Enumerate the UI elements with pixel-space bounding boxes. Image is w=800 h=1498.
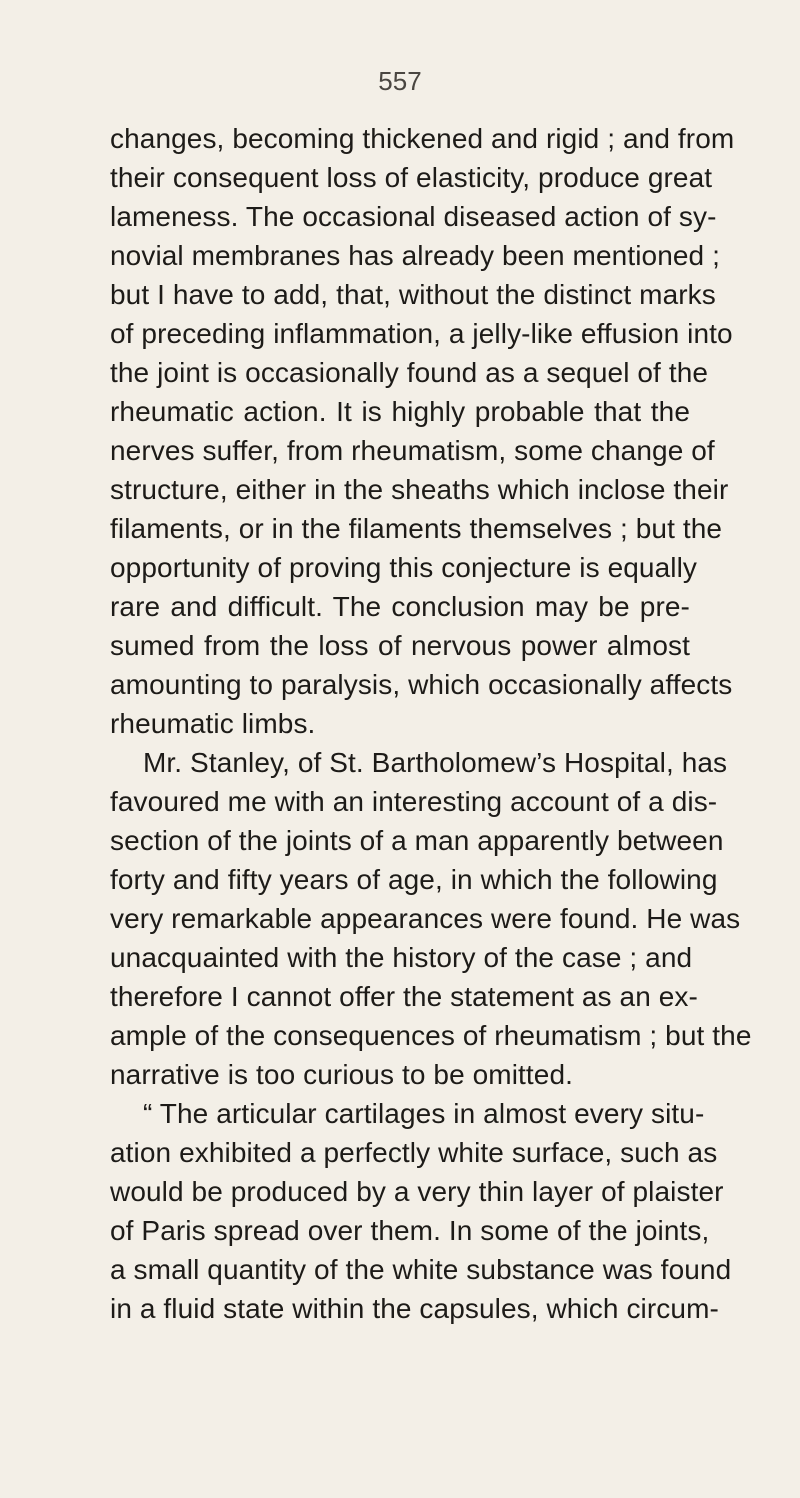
text-line: sumed from the loss of nervous power almost	[110, 630, 690, 661]
text-line: lameness. The occasional diseased action of sy-	[110, 201, 717, 232]
text-line: narrative is too curious to be omitted.	[110, 1059, 574, 1090]
text-line: Mr. Stanley, of St. Bartholomew’s Hospital, has	[143, 747, 728, 778]
text-line: in a fluid state within the capsules, which circum-	[110, 1293, 719, 1324]
text-line: ation exhibited a perfectly white surface, such as	[110, 1137, 718, 1168]
text-line: opportunity of proving this conjecture is equally	[110, 552, 698, 583]
text-line: unacquainted with the history of the case ; and	[110, 942, 693, 973]
text-line: section of the joints of a man apparently between	[110, 825, 724, 856]
text-line: would be produced by a very thin layer of plaister	[110, 1176, 724, 1207]
text-line: very remarkable appearances were found. He was	[110, 903, 741, 934]
text-line: “ The articular cartilages in almost every situ-	[143, 1098, 705, 1129]
text-line: amounting to paralysis, which occasionally affects	[110, 669, 733, 700]
text-line: rare and difficult. The conclusion may be pre-	[110, 591, 690, 622]
text-line: rheumatic limbs.	[110, 708, 316, 739]
text-line: the joint is occasionally found as a sequel of the	[110, 357, 709, 388]
text-line: changes, becoming thickened and rigid ; and from	[110, 123, 735, 154]
text-line: favoured me with an interesting account of a dis-	[110, 786, 718, 817]
text-line: rheumatic action. It is highly probable that the	[110, 396, 690, 427]
text-line: therefore I cannot offer the statement as an ex-	[110, 981, 698, 1012]
text-line: nerves suffer, from rheumatism, some change of	[110, 435, 715, 466]
text-line: novial membranes has already been mentioned ;	[110, 240, 720, 271]
text-line: but I have to add, that, without the distinct marks	[110, 279, 716, 310]
text-line: their consequent loss of elasticity, produce great	[110, 162, 713, 193]
text-line: a small quantity of the white substance was found	[110, 1254, 732, 1285]
text-line: structure, either in the sheaths which inclose their	[110, 474, 729, 505]
text-line: forty and fifty years of age, in which the following	[110, 864, 718, 895]
text-line: of preceding inflammation, a jelly-like effusion into	[110, 318, 733, 349]
page-number: 557	[378, 66, 422, 96]
text-line: ample of the consequences of rheumatism ; but the	[110, 1020, 752, 1051]
text-line: of Paris spread over them. In some of the joints,	[110, 1215, 710, 1246]
text-line: filaments, or in the filaments themselves ; but the	[110, 513, 723, 544]
